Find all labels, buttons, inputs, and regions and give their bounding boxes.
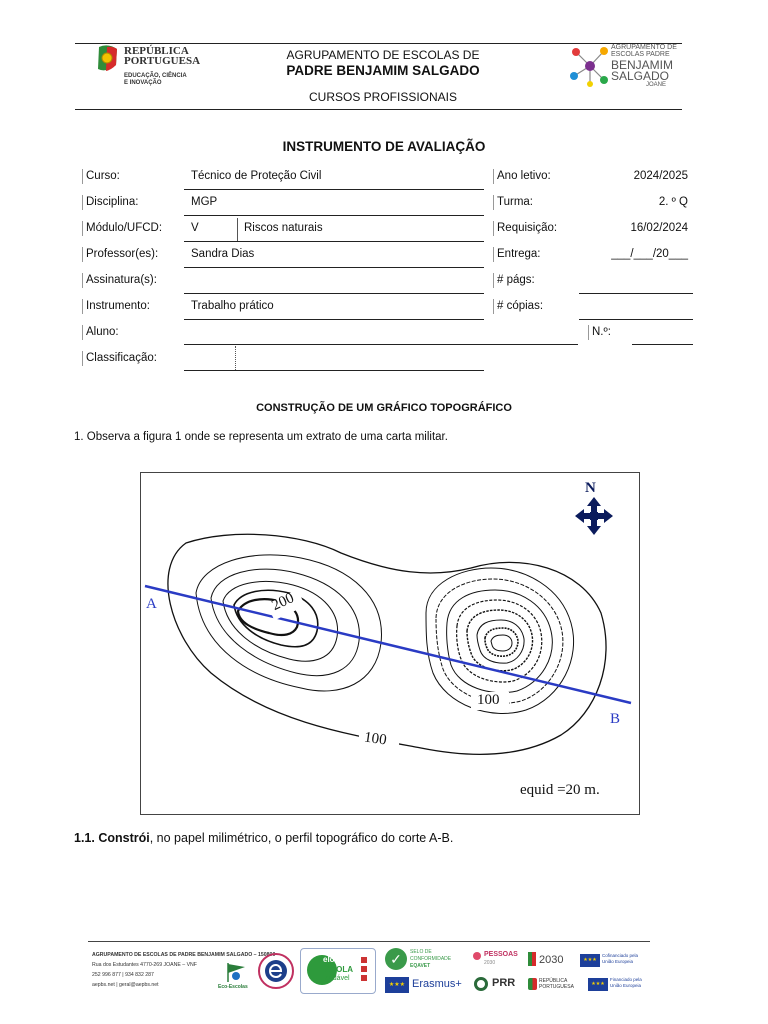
- copias-label: # cópias:: [497, 300, 544, 312]
- school-logo: [568, 44, 678, 92]
- selo-dots-icon: [361, 957, 367, 983]
- classificacao-separator: [235, 346, 236, 370]
- prr-label: PRR: [492, 977, 516, 989]
- question-1-1: [74, 831, 453, 845]
- section-title: CONSTRUÇÃO DE UM GRÁFICO TOPOGRÁFICO: [256, 402, 512, 414]
- row-marker: [493, 273, 494, 288]
- erasmus-label: Erasmus+: [412, 978, 462, 990]
- row-marker: [588, 325, 589, 340]
- selo-text-2: SCOLA: [325, 965, 353, 974]
- eqavet-text-3: EQAVET: [410, 963, 431, 969]
- eu-funded-label: Financiado pela União Europeia: [610, 977, 642, 988]
- map-label-b: B: [610, 711, 621, 727]
- instrumento-value: Trabalho prático: [191, 300, 274, 312]
- turma-value: 2. º Q: [658, 196, 688, 208]
- logo-text-5: JOANE: [646, 82, 667, 88]
- republica-small-flag-icon: [528, 978, 537, 990]
- eco-escolas-logo: [218, 962, 254, 992]
- eqavet-logo: [385, 948, 467, 972]
- instrumento-underline: [184, 319, 484, 320]
- eqavet-text-2: CONFORMIDADE: [410, 956, 452, 962]
- contour-label-200: 200: [269, 590, 297, 615]
- logo-text-1: AGRUPAMENTO DE: [611, 44, 677, 51]
- pessoas-2030-logo: [473, 950, 519, 972]
- assinatura-underline[interactable]: [184, 293, 484, 294]
- disciplina-label: Disciplina:: [86, 196, 139, 208]
- modulo-number: V: [191, 222, 199, 234]
- equidistance-label: equid =20 m.: [520, 782, 600, 798]
- classificacao-underline[interactable]: [184, 370, 484, 371]
- molecule-logo-icon: [568, 44, 612, 88]
- pessoas-icon: [473, 952, 481, 960]
- prr-logo: [474, 976, 520, 994]
- requisicao-value: 16/02/2024: [630, 222, 688, 234]
- contour-right-3: [447, 590, 553, 693]
- curso-label: Curso:: [86, 170, 120, 182]
- row-marker: [82, 169, 83, 184]
- eu-flag-icon: ★★★: [385, 977, 409, 993]
- contour-right-2: [436, 579, 563, 703]
- turma-label: Turma:: [497, 196, 533, 208]
- question-1-1-verb: Constrói: [98, 831, 150, 845]
- republica-portuguesa-logo: [96, 45, 206, 90]
- row-marker: [82, 247, 83, 262]
- map-label-a: A: [146, 596, 157, 612]
- republica-small-logo: [528, 976, 582, 994]
- row-marker: [82, 351, 83, 366]
- curso-underline: [184, 189, 484, 190]
- footer-phone: 252 996 877 | 934 832 287: [92, 972, 154, 978]
- footer-address: Rua dos Estudantes 4770-269 JOANE – VNF: [92, 962, 197, 968]
- row-marker: [493, 195, 494, 210]
- question-1-1-text: , no papel milimétrico, o perfil topográfico do corte A-B.: [149, 831, 454, 845]
- republica-line2: PORTUGUESA: [124, 55, 201, 67]
- modulo-underline: [184, 241, 484, 242]
- modulo-label: Módulo/UFCD:: [86, 222, 163, 234]
- footer-school-name: AGRUPAMENTO DE ESCOLAS DE PADRE BENJAMIM SALGADO – 150800: [92, 952, 276, 958]
- erasmus-logo: [385, 975, 467, 995]
- modulo-name: Riscos naturais: [244, 222, 323, 234]
- requisicao-label: Requisição:: [497, 222, 558, 234]
- school-name-line2: PADRE BENJAMIM SALGADO: [286, 63, 480, 78]
- copias-underline[interactable]: [579, 319, 693, 320]
- contour-right-7: [485, 628, 518, 656]
- entrega-label: Entrega:: [497, 248, 541, 260]
- question-1-1-number: 1.1.: [74, 831, 95, 845]
- eu-cofunded-label: Cofinanciado pela União Europeia: [602, 953, 639, 964]
- eu-cofunded-logo: [580, 952, 646, 970]
- republica-small-label: REPÚBLICA PORTUGUESA: [539, 978, 574, 990]
- topographic-map-figure: [140, 472, 640, 815]
- eco-flag-icon: [225, 962, 247, 982]
- footer-rule: [88, 941, 650, 942]
- contour-label-100-outer: 100: [363, 729, 388, 749]
- portugal-2030-label: 2030: [539, 954, 564, 966]
- north-label: N: [585, 480, 596, 496]
- instrumento-label: Instrumento:: [86, 300, 150, 312]
- assinatura-label: Assinatura(s):: [86, 274, 157, 286]
- logo-text-4: SALGADO: [611, 69, 670, 83]
- pessoas-label: PESSOAS: [484, 951, 518, 958]
- aluno-underline[interactable]: [184, 344, 578, 345]
- row-marker: [82, 221, 83, 236]
- header-bottom-rule: [75, 109, 682, 110]
- numero-underline[interactable]: [632, 344, 693, 345]
- selo-escola-saudavel-logo: [300, 948, 376, 994]
- eu-cofunded-flag-icon: ★★★: [580, 954, 600, 967]
- curso-value: Técnico de Proteção Civil: [191, 170, 322, 182]
- modulo-separator: [237, 218, 238, 242]
- row-marker: [493, 299, 494, 314]
- logo-text-2: ESCOLAS PADRE: [611, 51, 670, 58]
- pags-underline[interactable]: [579, 293, 693, 294]
- disciplina-underline: [184, 215, 484, 216]
- ano-letivo-label: Ano letivo:: [497, 170, 551, 182]
- portugal-2030-icon: [528, 952, 536, 966]
- eqavet-text-1: SELO DE: [410, 949, 432, 955]
- e-letter-icon: [260, 955, 292, 987]
- courses-label: CURSOS PROFISSIONAIS: [308, 90, 458, 104]
- pags-label: # págs:: [497, 274, 535, 286]
- eu-funded-flag-icon: ★★★: [588, 978, 608, 991]
- disciplina-value: MGP: [191, 196, 218, 208]
- entrega-value: ___/___/20___: [611, 248, 688, 260]
- eu-funded-logo: [588, 976, 648, 994]
- professor-value: Sandra Dias: [191, 248, 255, 260]
- selo-text-1: elo: [323, 955, 335, 964]
- republica-line1: REPÚBLICA: [124, 45, 189, 57]
- selo-text-3: audável: [325, 975, 350, 982]
- pessoas-year: 2030: [484, 960, 496, 966]
- question-1: 1. Observa a figura 1 onde se representa um extrato de uma carta militar.: [74, 431, 448, 443]
- footer-web: aepbs.net | geral@aepbs.net: [92, 982, 159, 988]
- prr-icon: [474, 977, 488, 991]
- document-title: INSTRUMENTO DE AVALIAÇÃO: [282, 139, 486, 154]
- republica-sub2: E INOVAÇÃO: [124, 80, 162, 86]
- classificacao-label: Classificação:: [86, 352, 157, 364]
- numero-label: N.º:: [592, 326, 611, 338]
- contour-right-top: [491, 635, 512, 651]
- portugal-2030-logo: [528, 950, 572, 972]
- logo-text-3: BENJAMIM: [611, 58, 674, 72]
- contour-right-4: [457, 600, 542, 682]
- row-marker: [82, 325, 83, 340]
- topographic-map-svg: [141, 473, 639, 814]
- professor-label: Professor(es):: [86, 248, 159, 260]
- school-name-line1: AGRUPAMENTO DE ESCOLAS DE: [286, 48, 480, 62]
- professor-underline: [184, 267, 484, 268]
- ano-letivo-value: 2024/2025: [633, 170, 688, 182]
- republica-sub1: EDUCAÇÃO, CIÊNCIA: [124, 73, 187, 79]
- eqavet-check-icon: ✓: [385, 948, 407, 970]
- eco-escolas-label: Eco-Escolas: [218, 984, 248, 990]
- row-marker: [82, 195, 83, 210]
- row-marker: [493, 221, 494, 236]
- contour-right-5: [467, 610, 533, 671]
- row-marker: [493, 169, 494, 184]
- north-arrow-icon: [574, 496, 614, 536]
- contour-label-100-inner: 100: [477, 692, 500, 708]
- row-marker: [82, 273, 83, 288]
- aluno-label: Aluno:: [86, 326, 119, 338]
- row-marker: [493, 247, 494, 262]
- portugal-flag-icon: [96, 45, 120, 73]
- e-badge-logo: [258, 953, 294, 989]
- row-marker: [82, 299, 83, 314]
